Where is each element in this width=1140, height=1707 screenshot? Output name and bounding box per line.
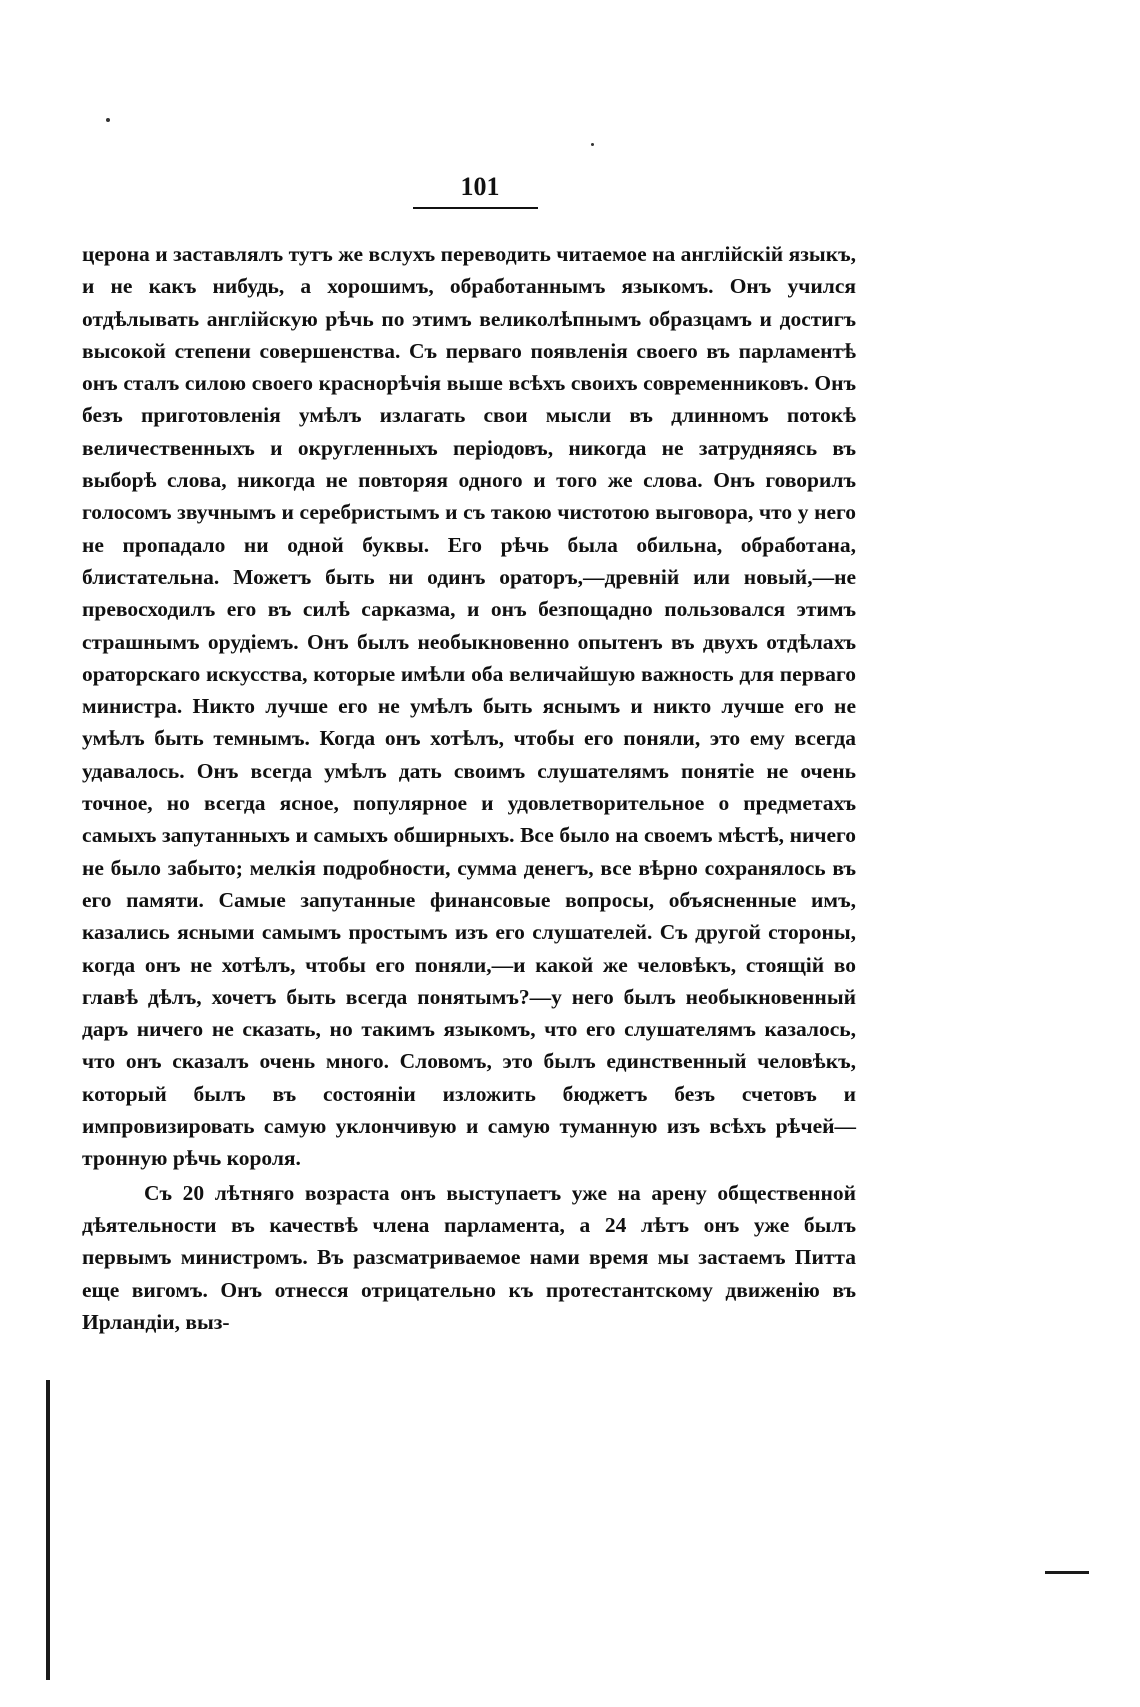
page-number: 101 — [460, 172, 500, 201]
page-number-rule — [413, 207, 538, 209]
body-text — [82, 238, 856, 1338]
scan-speck — [106, 118, 110, 122]
scan-edge-mark — [46, 1380, 50, 1680]
paragraph-1: церона и заставлялъ тутъ же вслухъ переводить читаемое на англійскій языкъ, и не какъ нибудь, а хорошимъ, обработаннымъ языкомъ. Онъ учился отдѣлывать англійскую рѣчь по этимъ великолѣпнымъ образцамъ и достигъ высокой степени совершенства. Съ перваго появленія своего въ парламентѣ онъ сталъ силою своего краснорѣчія выше всѣхъ своихъ современниковъ. Онъ безъ приготовленія умѣлъ излагать свои мысли въ длинномъ потокѣ величественныхъ и округленныхъ періодовъ, никогда не затрудняясь въ выборѣ слова, никогда не повторяя одного и того же слова. Онъ говорилъ голосомъ звучнымъ и серебристымъ и съ такою чистотою выговора, что у него не пропадало ни одной буквы. Его рѣчь была обильна, обработана, блистательна. Можетъ быть ни одинъ ораторъ,—древній или новый,—не превосходилъ его въ силѣ сарказма, и онъ безпощадно пользовался этимъ страшнымъ орудіемъ. Онъ былъ необыкновенно опытенъ въ двухъ отдѣлахъ ораторскаго искусства, которые имѣли оба величайшую важность для перваго министра. Никто лучше его не умѣлъ быть яснымъ и никто лучше его не умѣлъ быть темнымъ. Когда онъ хотѣлъ, чтобы его поняли, это ему всегда удавалось. Онъ всегда умѣлъ дать своимъ слушателямъ понятіе не очень точное, но всегда ясное, популярное и удовлетворительное о предметахъ самыхъ запутанныхъ и самыхъ обширныхъ. Все было на своемъ мѣстѣ, ничего не было забыто; мелкія подробности, сумма денегъ, все вѣрно сохранялось въ его памяти. Самые запутанные финансовые вопросы, объясненные имъ, казались ясными самымъ простымъ изъ его слушателей. Съ другой стороны, когда онъ не хотѣлъ, чтобы его поняли,—и какой же человѣкъ, стоящій во главѣ дѣлъ, хочетъ быть всегда понятымъ?—у него былъ необыкновенный даръ ничего не сказать, но такимъ языкомъ, что его слушателямъ казалось, что онъ сказалъ очень много. Словомъ, это былъ единственный человѣкъ, который былъ въ состояніи изложить бюджетъ безъ счетовъ и импровизировать самую уклончивую и самую туманную изъ всѣхъ рѣчей—тронную рѣчь короля. — [82, 242, 856, 1171]
paragraph-2: Съ 20 лѣтняго возраста онъ выступаетъ уже на арену общественной дѣятельности въ качествѣ члена парламента, а 24 лѣтъ онъ уже былъ первымъ министромъ. Въ разсматриваемое нами время мы застаемъ Питта еще вигомъ. Онъ отнесся отрицательно къ протестантскому движенію въ Ирландіи, выз- — [82, 1180, 856, 1334]
scan-dash-mark — [1045, 1571, 1089, 1574]
scan-speck — [591, 143, 594, 146]
